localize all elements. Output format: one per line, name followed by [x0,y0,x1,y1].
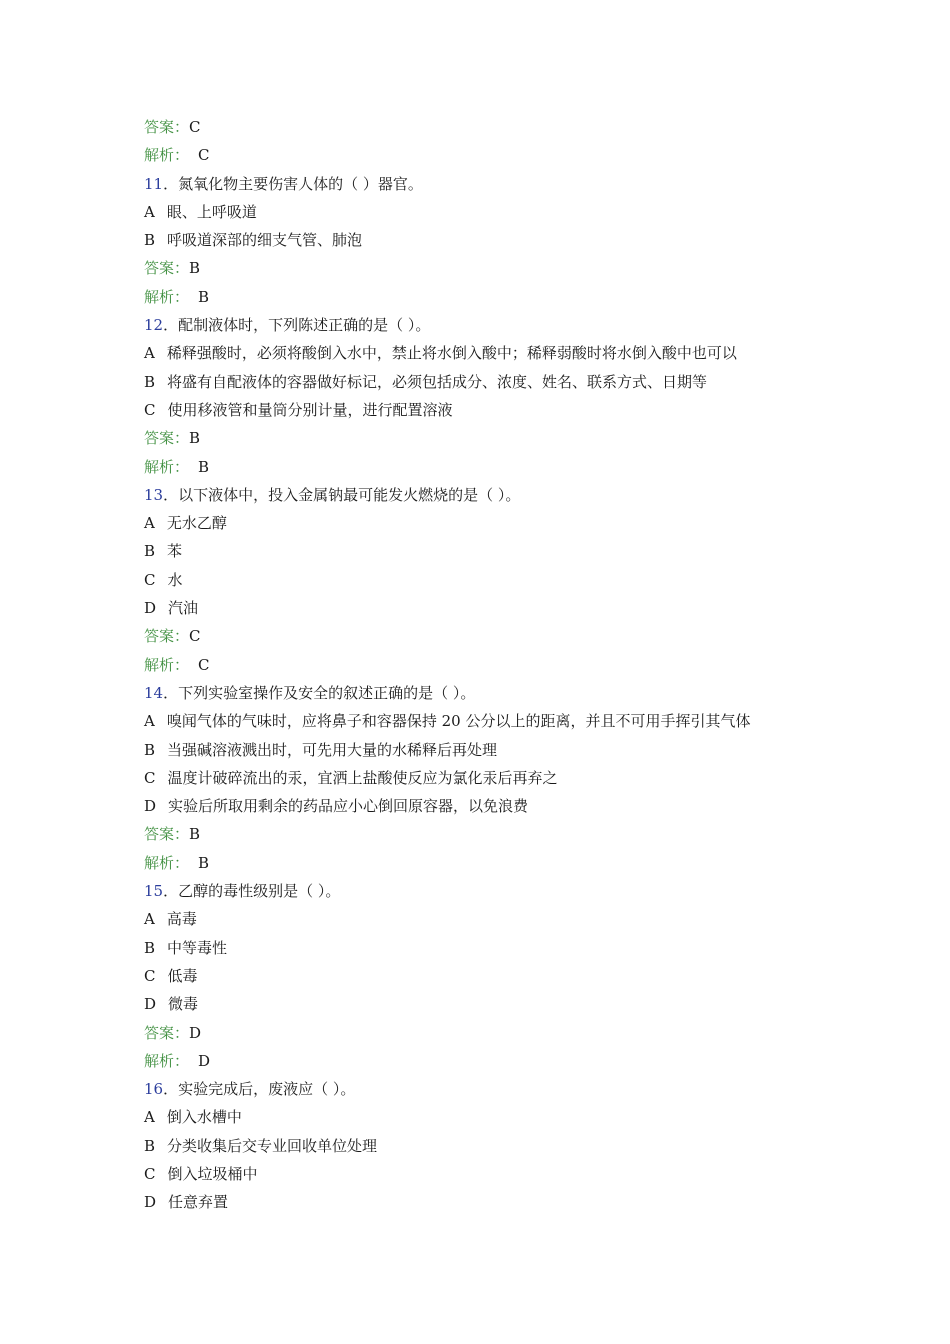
answer-label: 答案： [144,825,190,844]
option-text: 微毒 [168,995,199,1014]
answer-label: 答案： [144,429,190,448]
option-text: 分类收集后交专业回收单位处理 [167,1136,378,1155]
question-text: ．配制液体时，下列陈述正确的是（ ）。 [163,316,431,335]
answer-value: D [189,1023,202,1042]
question-stem [144,1075,844,1103]
option-line [144,764,844,792]
question-number: 12 [144,316,164,335]
question-number: 11 [144,174,164,193]
option-text: 实验后所取用剩余的药品应小心倒回原容器，以免浪费 [168,797,529,816]
option-line [144,1132,844,1160]
option-letter: A [144,344,155,363]
analysis-label: 解析： [144,853,190,872]
option-line [144,962,844,990]
option-letter: B [144,1136,156,1155]
option-letter: A [144,202,155,221]
option-text: 使用移液管和量筒分别计量，进行配置溶液 [167,400,453,419]
question-stem [144,311,844,339]
answer-value: B [189,429,201,448]
question-number: 14 [144,683,164,702]
question-number: 15 [144,882,164,901]
option-line [144,736,844,764]
analysis-label: 解析： [144,457,190,476]
analysis-line [144,141,844,169]
option-line [144,198,844,226]
analysis-value: B [198,457,210,476]
option-letter: C [144,768,156,787]
option-text: 高毒 [166,910,197,929]
answer-label: 答案： [144,259,190,278]
option-letter: B [144,542,156,561]
option-line [144,226,844,254]
option-line [144,990,844,1018]
option-line [144,707,844,735]
option-line [144,339,844,367]
option-text: 中等毒性 [167,938,228,957]
option-text: 呼吸道深部的细支气管、肺泡 [167,231,363,250]
question-text: ．下列实验室操作及安全的叙述正确的是（ ）。 [163,683,476,702]
answer-line [144,424,844,452]
option-text: 水 [167,570,183,589]
analysis-label: 解析： [144,655,190,674]
option-line [144,368,844,396]
option-letter: C [144,570,156,589]
option-text: 无水乙醇 [166,514,227,533]
analysis-line [144,849,844,877]
answer-line [144,622,844,650]
analysis-value: D [198,1051,211,1070]
option-letter: B [144,372,156,391]
option-letter: D [144,995,157,1014]
question-text: ．乙醇的毒性级别是（ ）。 [163,882,341,901]
analysis-value: C [198,655,210,674]
answer-value: B [189,825,201,844]
answer-label: 答案： [144,118,190,136]
option-letter: A [144,514,155,533]
option-text: 眼、上呼吸道 [166,202,257,221]
option-text: 稀释强酸时，必须将酸倒入水中，禁止将水倒入酸中；稀释弱酸时将水倒入酸中也可以 [166,344,737,363]
option-line [144,594,844,622]
answer-line [144,1019,844,1047]
option-letter: C [144,400,156,419]
analysis-label: 解析： [144,146,190,165]
analysis-value: B [198,287,210,306]
option-letter: C [144,966,156,985]
question-number: 16 [144,1080,164,1099]
option-letter: A [144,712,155,731]
answer-line [144,254,844,282]
option-text: 当强碱溶液溅出时，可先用大量的水稀释后再处理 [167,740,498,759]
answer-line [144,820,844,848]
question-text: ．氮氧化物主要伤害人体的（ ）器官。 [163,174,423,193]
option-letter: B [144,740,156,759]
answer-value: C [189,627,201,646]
option-text: 嗅闻气体的气味时，应将鼻子和容器保持 20 公分以上的距离，并且不可用手挥引其气体 [166,712,751,731]
option-text: 任意弃置 [168,1193,229,1212]
option-line [144,537,844,565]
question-stem [144,170,844,198]
option-letter: D [144,1193,157,1212]
option-text: 倒入水槽中 [166,1108,242,1127]
option-letter: B [144,231,156,250]
option-line [144,905,844,933]
option-letter: A [144,910,155,929]
option-text: 汽油 [168,599,199,618]
question-stem [144,877,844,905]
question-number: 13 [144,485,164,504]
answer-label: 答案： [144,627,190,646]
answer-value: C [189,118,201,136]
question-text: ．以下液体中，投入金属钠最可能发火燃烧的是（ ）。 [163,485,521,504]
option-text: 将盛有自配液体的容器做好标记，必须包括成分、浓度、姓名、联系方式、日期等 [167,372,708,391]
option-letter: D [144,599,157,618]
option-text: 倒入垃圾桶中 [167,1164,258,1183]
option-line [144,396,844,424]
document-page [144,113,844,1217]
question-text: ．实验完成后，废液应（ ）。 [163,1080,356,1099]
option-letter: A [144,1108,155,1127]
analysis-value: C [198,146,210,165]
option-text: 苯 [167,542,183,561]
option-text: 温度计破碎流出的汞，宜洒上盐酸使反应为氯化汞后再弃之 [167,768,558,787]
answer-value: B [189,259,201,278]
option-letter: D [144,797,157,816]
option-line [144,1188,844,1216]
question-stem [144,679,844,707]
analysis-line [144,1047,844,1075]
option-line [144,792,844,820]
analysis-label: 解析： [144,287,190,306]
analysis-value: B [198,853,210,872]
analysis-line [144,651,844,679]
option-letter: C [144,1164,156,1183]
answer-label: 答案： [144,1023,190,1042]
option-text: 低毒 [167,966,198,985]
option-line [144,934,844,962]
option-line [144,1103,844,1131]
analysis-line [144,283,844,311]
option-letter: B [144,938,156,957]
question-stem [144,481,844,509]
option-line [144,566,844,594]
option-line [144,1160,844,1188]
option-line [144,509,844,537]
analysis-label: 解析： [144,1051,190,1070]
analysis-line [144,453,844,481]
answer-line [144,113,844,141]
